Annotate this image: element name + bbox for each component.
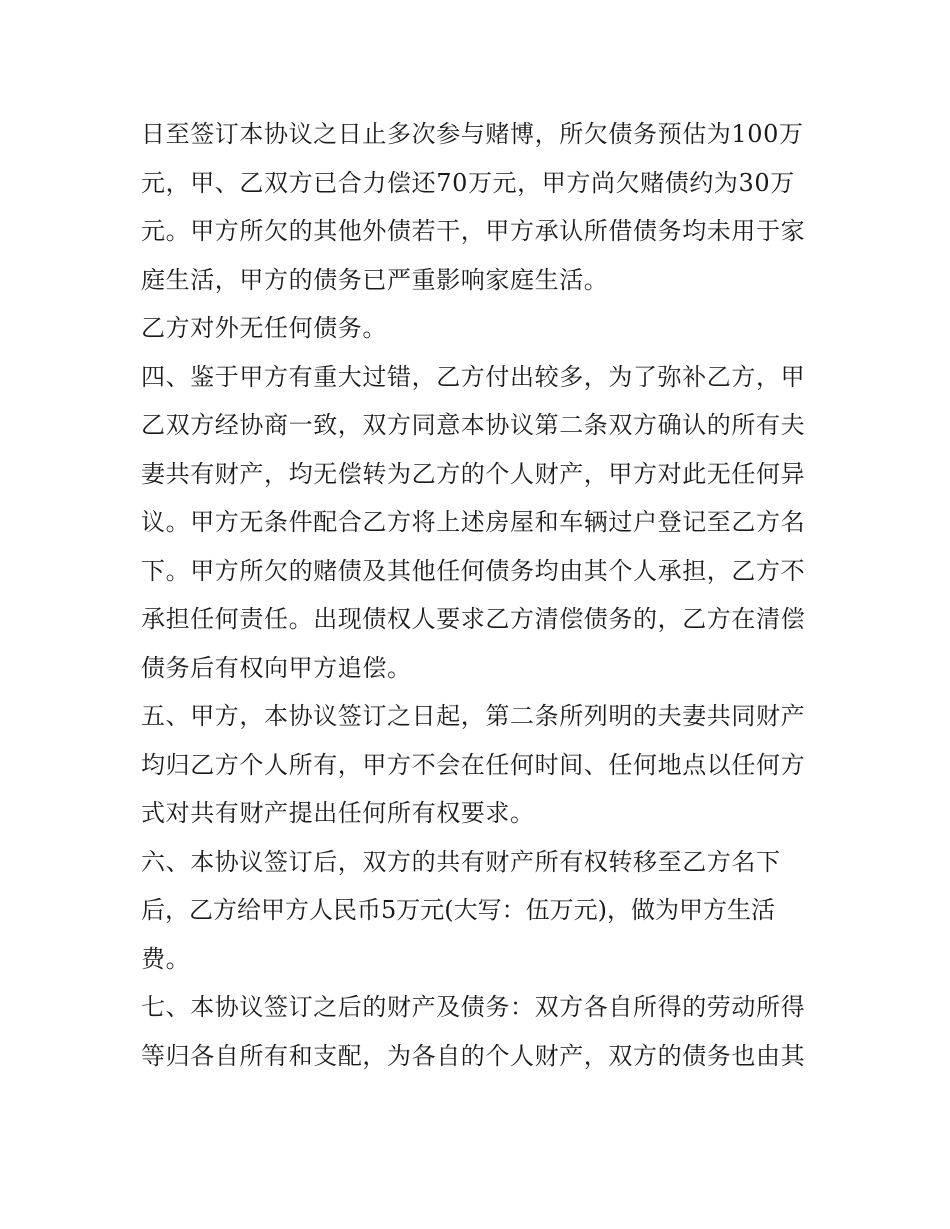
text-line: 乙双方经协商一致，双方同意本协议第二条双方确认的所有夫 bbox=[141, 411, 806, 439]
text-line: 六、本协议签订后，双方的共有财产所有权转移至乙方名下 bbox=[141, 847, 781, 876]
text-line: 式对共有财产提出任何所有权要求。 bbox=[141, 799, 535, 827]
text-line: 承担任何责任。出现债权人要求乙方清偿债务的，乙方在清偿 bbox=[141, 605, 806, 633]
text-line: 债务后有权向甲方追偿。 bbox=[141, 653, 412, 682]
text-line: 乙方对外无任何债务。 bbox=[141, 314, 387, 342]
text-line: 费。 bbox=[141, 944, 191, 973]
text-line: 下。甲方所欠的赌债及其他任何债务均由其个人承担，乙方不 bbox=[141, 556, 806, 585]
text-line: 后，乙方给甲方人民币5万元(大写：伍万元)，做为甲方生活 bbox=[141, 896, 775, 924]
text-line: 四、鉴于甲方有重大过错，乙方付出较多，为了弥补乙方，甲 bbox=[141, 362, 806, 391]
text-line: 七、本协议签订之后的财产及债务：双方各自所得的劳动所得 bbox=[141, 993, 806, 1021]
text-line: 五、甲方，本协议签订之日起，第二条所列明的夫妻共同财产 bbox=[141, 702, 806, 730]
text-line: 元。甲方所欠的其他外债若干，甲方承认所借债务均未用于家 bbox=[141, 217, 806, 245]
document-body bbox=[141, 110, 821, 1080]
text-line: 等归各自所有和支配，为各自的个人财产，双方的债务也由其 bbox=[141, 1041, 806, 1070]
text-line: 元，甲、乙双方已合力偿还70万元，甲方尚欠赌债约为30万 bbox=[141, 168, 795, 197]
text-line: 妻共有财产，均无偿转为乙方的个人财产，甲方对此无任何异 bbox=[141, 459, 806, 488]
text-line: 均归乙方个人所有，甲方不会在任何时间、任何地点以任何方 bbox=[141, 750, 806, 779]
text-line: 日至签订本协议之日止多次参与赌博，所欠债务预估为100万 bbox=[141, 120, 804, 148]
text-line: 议。甲方无条件配合乙方将上述房屋和车辆过户登记至乙方名 bbox=[141, 508, 806, 536]
text-line: 庭生活，甲方的债务已严重影响家庭生活。 bbox=[141, 265, 609, 294]
